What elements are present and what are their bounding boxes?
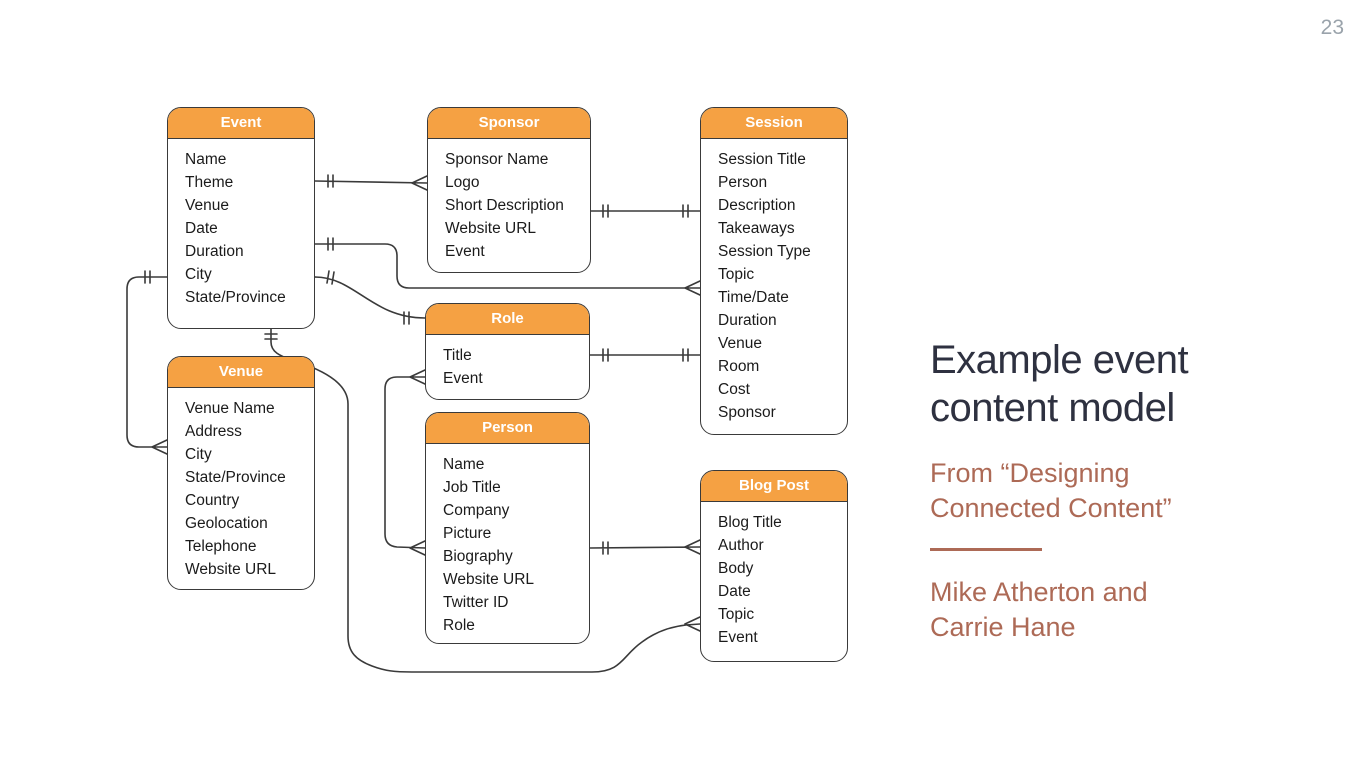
entity-field: Name <box>185 151 227 168</box>
entity-field: Topic <box>718 266 755 283</box>
entity-field: Date <box>185 220 218 237</box>
entity-field: Cost <box>718 381 750 398</box>
entity-field: Person <box>718 174 768 191</box>
entity-sponsor-fields <box>428 139 590 263</box>
entity-field: Biography <box>443 548 513 565</box>
entity-field: Geolocation <box>185 515 268 532</box>
entity-blogpost <box>700 470 848 662</box>
entity-field: Address <box>185 423 242 440</box>
authors-line1: Mike Atherton and <box>930 576 1148 607</box>
entity-field: Venue <box>185 197 229 214</box>
entity-person <box>425 412 590 644</box>
entity-field: Session Title <box>718 151 806 168</box>
slide-title-line2: content model <box>930 386 1175 430</box>
entity-blogpost-title: Blog Post <box>701 471 847 502</box>
entity-field: Country <box>185 492 240 509</box>
entity-venue-title: Venue <box>168 357 314 388</box>
entity-field: State/Province <box>185 289 286 306</box>
entity-field: Room <box>718 358 760 375</box>
text-panel <box>930 336 1340 645</box>
entity-field: Blog Title <box>718 514 782 531</box>
entity-field: State/Province <box>185 469 286 486</box>
connector-person-blogpost <box>590 540 700 554</box>
entity-field: Short Description <box>445 197 564 214</box>
slide-title-line1: Example event <box>930 338 1189 382</box>
entity-sponsor <box>427 107 591 273</box>
entity-field: Website URL <box>185 561 277 578</box>
connector-sponsor-session <box>591 205 700 217</box>
entity-field: City <box>185 446 212 463</box>
connector-event-sponsor <box>315 175 427 190</box>
entity-field: Date <box>718 583 751 600</box>
accent-divider <box>930 548 1042 551</box>
entity-blogpost-fields <box>701 502 847 649</box>
entity-field: Sponsor Name <box>445 151 549 168</box>
source-line2: Connected Content” <box>930 493 1172 523</box>
entity-field: Session Type <box>718 243 811 260</box>
entity-field: Takeaways <box>718 220 795 237</box>
entity-venue-fields <box>168 388 314 581</box>
entity-field: Duration <box>718 312 777 329</box>
entity-field: Event <box>718 629 758 646</box>
entity-session-fields <box>701 139 847 424</box>
entity-event <box>167 107 315 329</box>
entity-role <box>425 303 590 400</box>
entity-field: Website URL <box>443 571 535 588</box>
entity-field: Twitter ID <box>443 594 509 611</box>
entity-field: Website URL <box>445 220 537 237</box>
entity-event-title: Event <box>168 108 314 139</box>
entity-person-fields <box>426 444 589 637</box>
source-reference <box>930 456 1340 526</box>
source-line1: From “Designing <box>930 458 1130 488</box>
entity-field: Event <box>445 243 485 260</box>
entity-field: Topic <box>718 606 755 623</box>
entity-field: Body <box>718 560 754 577</box>
entity-field: Time/Date <box>718 289 789 306</box>
entity-role-fields <box>426 335 589 390</box>
entity-field: City <box>185 266 212 283</box>
entity-session-title: Session <box>701 108 847 139</box>
authors-line2: Carrie Hane <box>930 611 1076 642</box>
entity-person-title: Person <box>426 413 589 444</box>
entity-field: Event <box>443 370 483 387</box>
entity-field: Sponsor <box>718 404 776 421</box>
entity-field: Title <box>443 347 472 364</box>
slide-title <box>930 336 1340 432</box>
entity-field: Telephone <box>185 538 257 555</box>
entity-role-title: Role <box>426 304 589 335</box>
entity-field: Name <box>443 456 485 473</box>
entity-field: Author <box>718 537 764 554</box>
entity-field: Picture <box>443 525 492 542</box>
entity-field: Theme <box>185 174 234 191</box>
page-number: 23 <box>1320 16 1344 39</box>
entity-field: Venue <box>718 335 762 352</box>
entity-field: Role <box>443 617 475 634</box>
connector-role-session <box>590 349 700 361</box>
entity-field: Description <box>718 197 796 214</box>
entity-venue <box>167 356 315 590</box>
authors <box>930 575 1340 645</box>
entity-field: Venue Name <box>185 400 275 417</box>
connector-event-role <box>315 271 425 324</box>
entity-session <box>700 107 848 435</box>
entity-field: Company <box>443 502 510 519</box>
entity-sponsor-title: Sponsor <box>428 108 590 139</box>
entity-event-fields <box>168 139 314 309</box>
entity-field: Duration <box>185 243 244 260</box>
entity-field: Logo <box>445 174 480 191</box>
entity-field: Job Title <box>443 479 501 496</box>
connector-role-person <box>385 370 425 555</box>
